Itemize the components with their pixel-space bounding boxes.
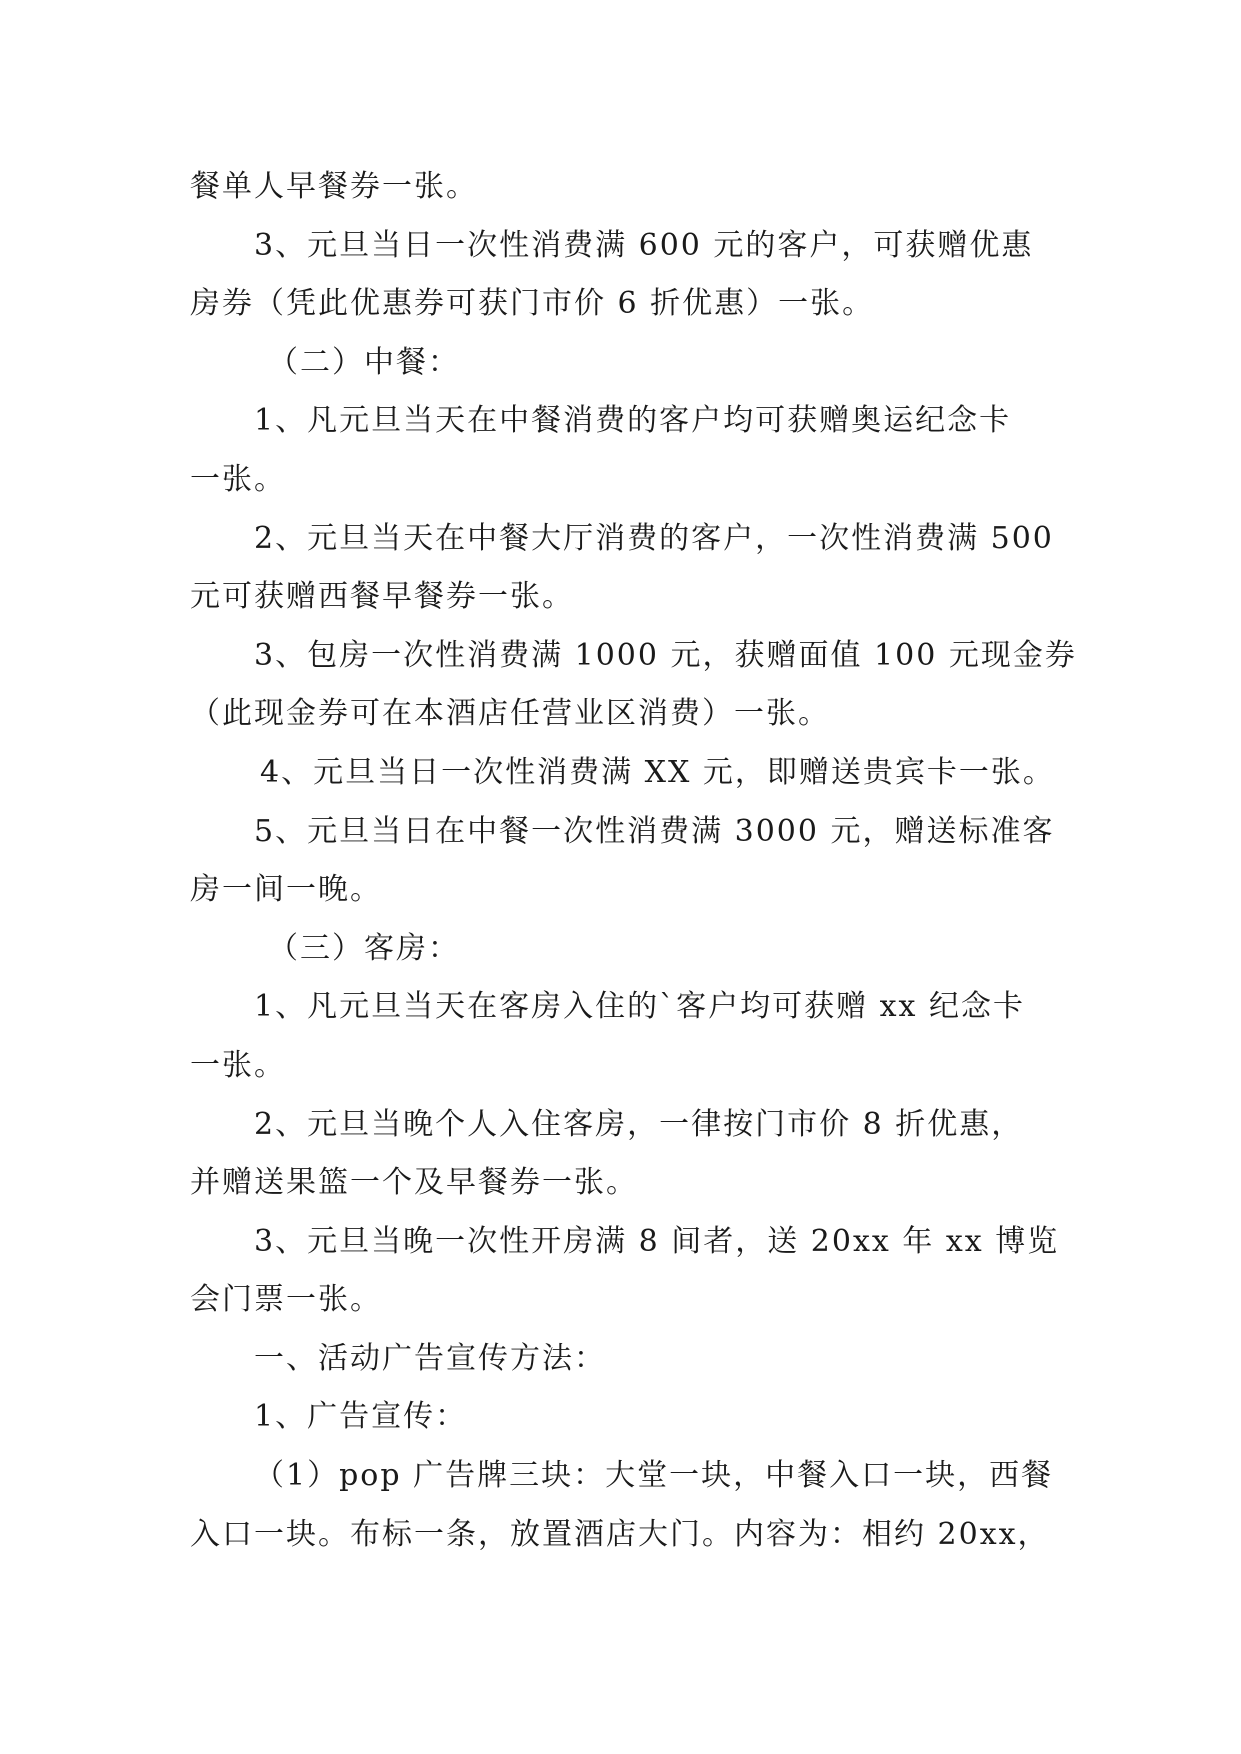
text-line: 3、包房一次性消费满 1000 元，获赠面值 100 元现金券 bbox=[254, 637, 1077, 673]
document-body bbox=[190, 158, 1077, 1564]
text-line: 3、元旦当晚一次性开房满 8 间者，送 20xx 年 xx 博览 bbox=[254, 1223, 1060, 1259]
text-line: 房券（凭此优惠券可获门市价 6 折优惠）一张。 bbox=[190, 286, 875, 322]
text-line: 一张。 bbox=[190, 461, 286, 497]
text-line: （此现金券可在本酒店任营业区消费）一张。 bbox=[190, 696, 830, 732]
section-heading: 一、活动广告宣传方法： bbox=[254, 1340, 606, 1376]
text-line: （1）pop 广告牌三块：大堂一块，中餐入口一块，西餐 bbox=[254, 1458, 1054, 1494]
text-line: 会门票一张。 bbox=[190, 1282, 382, 1318]
text-line: 房一间一晚。 bbox=[190, 872, 382, 908]
text-line: 1、广告宣传： bbox=[254, 1399, 468, 1435]
text-line: 5、元旦当日在中餐一次性消费满 3000 元，赠送标准客 bbox=[254, 813, 1055, 849]
text-line: 4、元旦当日一次性消费满 XX 元，即赠送贵宾卡一张。 bbox=[260, 754, 1055, 790]
section-heading: （三）客房： bbox=[268, 930, 460, 966]
text-line: 2、元旦当天在中餐大厅消费的客户，一次性消费满 500 bbox=[254, 520, 1054, 556]
text-line: 元可获赠西餐早餐券一张。 bbox=[190, 579, 574, 615]
text-line: 2、元旦当晚个人入住客房，一律按门市价 8 折优惠， bbox=[254, 1106, 1024, 1142]
section-heading: （二）中餐： bbox=[268, 344, 460, 380]
text-line: 并赠送果篮一个及早餐券一张。 bbox=[190, 1165, 638, 1201]
text-line: 餐单人早餐券一张。 bbox=[190, 169, 478, 204]
text-line: 1、凡元旦当天在客房入住的`客户均可获赠 xx 纪念卡 bbox=[254, 989, 1025, 1025]
text-line: 入口一块。布标一条，放置酒店大门。内容为：相约 20xx， bbox=[190, 1516, 1050, 1552]
text-line: 3、元旦当日一次性消费满 600 元的客户，可获赠优惠 bbox=[254, 227, 1034, 263]
text-line: 1、凡元旦当天在中餐消费的客户均可获赠奥运纪念卡 bbox=[254, 403, 1012, 439]
text-line: 一张。 bbox=[190, 1047, 286, 1083]
